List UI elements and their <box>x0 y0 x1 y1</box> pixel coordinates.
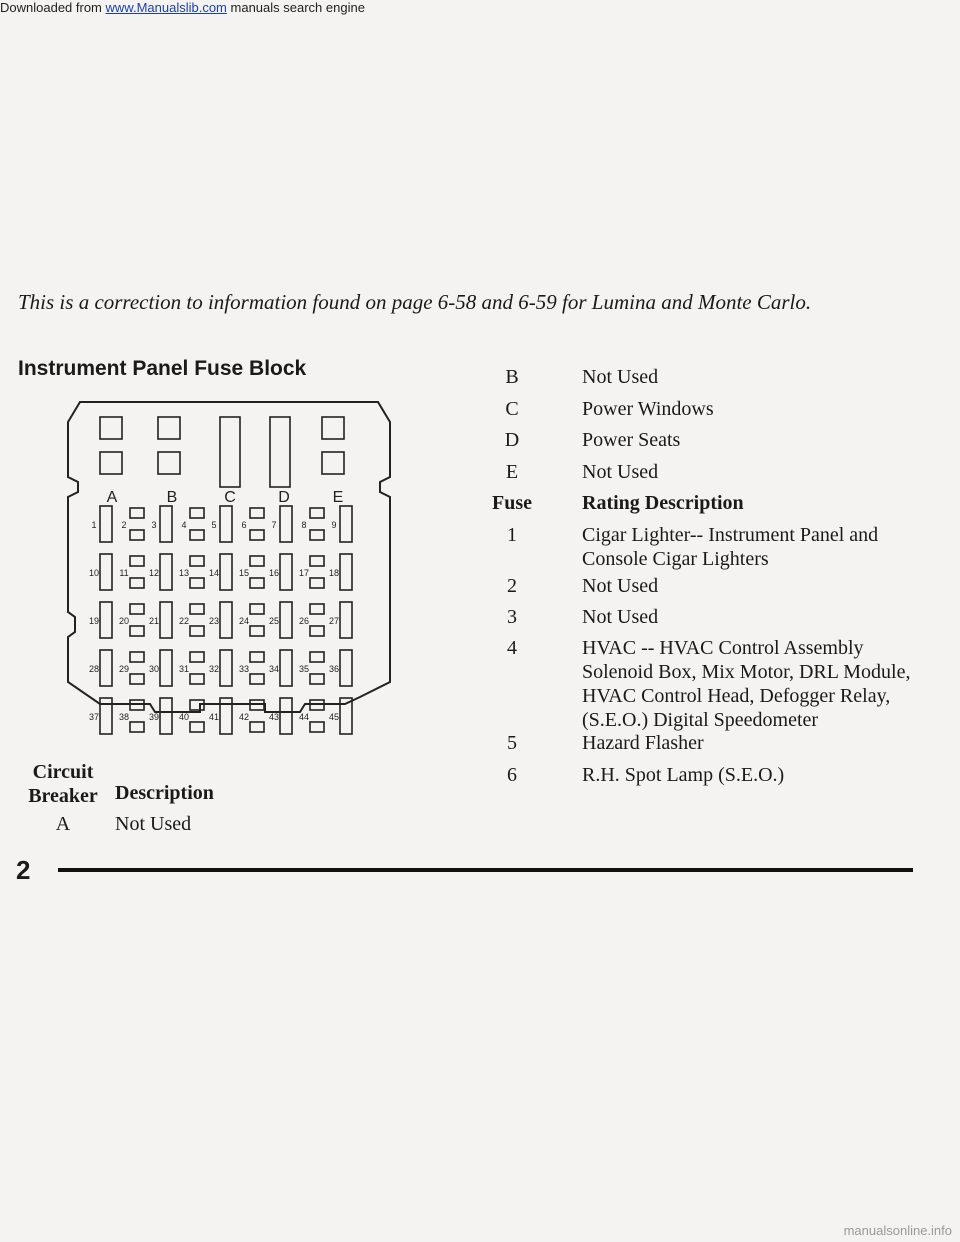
fuse-block-diagram <box>60 392 400 742</box>
fuse-number-22: 22 <box>178 616 190 626</box>
fuse-number-7: 7 <box>271 520 277 530</box>
fuse-slot-13-bottom <box>190 578 204 588</box>
fuse-number-1: 1 <box>91 520 97 530</box>
fuse-slot-33-bottom <box>250 674 264 684</box>
fuse-slot-4-bottom <box>190 530 204 540</box>
fuse-slot-31-bottom <box>190 674 204 684</box>
fuse-number-31: 31 <box>178 664 190 674</box>
page-number: 2 <box>16 855 31 885</box>
fuse-slot-26-bottom <box>310 626 324 636</box>
fuse-number-15: 15 <box>238 568 250 578</box>
breaker-description: Not Used <box>582 461 659 483</box>
circuit-breaker-header-line1: Circuit <box>32 761 94 783</box>
fuse-slot-13-top <box>190 556 204 566</box>
breaker-bottom-a <box>100 452 122 474</box>
fuse-number-35: 35 <box>298 664 310 674</box>
fuse-slot-32 <box>220 650 232 686</box>
breaker-a-key: A <box>55 813 71 835</box>
fuse-slot-38-bottom <box>130 722 144 732</box>
fuse-number-41: 41 <box>208 712 220 722</box>
fuse-key: 4 <box>507 637 517 659</box>
fuse-slot-20-top <box>130 604 144 614</box>
fuse-slot-17-bottom <box>310 578 324 588</box>
fuse-slot-1 <box>100 506 112 542</box>
fuse-slot-42-bottom <box>250 722 264 732</box>
rating-description-column-header: Rating Description <box>582 492 744 514</box>
fuse-number-27: 27 <box>328 616 340 626</box>
fuse-slot-12 <box>160 554 172 590</box>
fuse-description: Hazard Flasher <box>582 732 704 754</box>
fuse-number-28: 28 <box>88 664 100 674</box>
breaker-key: C <box>505 398 519 420</box>
breaker-bottom-b <box>158 452 180 474</box>
breaker-label-e: E <box>332 489 344 506</box>
fuse-slot-43 <box>280 698 292 734</box>
fuse-key: 1 <box>507 524 517 546</box>
fuse-key: 2 <box>507 575 517 597</box>
fuse-slot-19 <box>100 602 112 638</box>
fuse-number-10: 10 <box>88 568 100 578</box>
fuse-description: HVAC -- HVAC Control Assembly Solenoid Box, Mix Motor, DRL Module, HVAC Control Head, Defogger Relay, (S.E.O.) Digital Speedometer <box>582 637 911 731</box>
fuse-slot-6-bottom <box>250 530 264 540</box>
breaker-top-e <box>322 417 344 439</box>
fuse-number-44: 44 <box>298 712 310 722</box>
fuse-slot-15-bottom <box>250 578 264 588</box>
fuse-description: R.H. Spot Lamp (S.E.O.) <box>582 764 785 786</box>
fuse-number-14: 14 <box>208 568 220 578</box>
fuse-number-16: 16 <box>268 568 280 578</box>
circuit-breaker-header <box>18 760 108 808</box>
section-title: Instrument Panel Fuse Block <box>18 357 307 380</box>
fuse-number-33: 33 <box>238 664 250 674</box>
fuse-number-30: 30 <box>148 664 160 674</box>
fuse-slot-18 <box>340 554 352 590</box>
fuse-number-36: 36 <box>328 664 340 674</box>
fuse-slot-6-top <box>250 508 264 518</box>
breaker-a-description: Not Used <box>115 813 192 835</box>
fuse-slot-15-top <box>250 556 264 566</box>
fuse-key: 5 <box>507 732 517 754</box>
fuse-slot-39 <box>160 698 172 734</box>
fuse-slot-25 <box>280 602 292 638</box>
source-prefix: Downloaded from <box>0 0 102 15</box>
fuse-slot-21 <box>160 602 172 638</box>
fuse-number-17: 17 <box>298 568 310 578</box>
breaker-key: B <box>505 366 519 388</box>
fuse-slot-22-bottom <box>190 626 204 636</box>
circuit-breaker-header-line2: Breaker <box>28 785 98 807</box>
fuse-number-12: 12 <box>148 568 160 578</box>
footer-watermark: manualsonline.info <box>843 1223 952 1238</box>
fuse-slot-3 <box>160 506 172 542</box>
breaker-key: D <box>504 429 520 451</box>
fuse-number-24: 24 <box>238 616 250 626</box>
breaker-label-a: A <box>106 489 118 506</box>
footer-rule <box>58 868 913 872</box>
breaker-description: Power Seats <box>582 429 681 451</box>
fuse-number-26: 26 <box>298 616 310 626</box>
breaker-top-b <box>158 417 180 439</box>
fuse-slot-11-bottom <box>130 578 144 588</box>
fuse-number-20: 20 <box>118 616 130 626</box>
fuse-slot-8-bottom <box>310 530 324 540</box>
fuse-key: 6 <box>507 764 517 786</box>
fuse-slot-11-top <box>130 556 144 566</box>
fuse-number-19: 19 <box>88 616 100 626</box>
breaker-top-a <box>100 417 122 439</box>
fuse-number-18: 18 <box>328 568 340 578</box>
fuse-slot-36 <box>340 650 352 686</box>
download-source-line <box>0 0 365 15</box>
fuse-slot-26-top <box>310 604 324 614</box>
fuse-block-outline <box>68 402 390 712</box>
breaker-label-b: B <box>166 489 178 506</box>
fuse-slot-10 <box>100 554 112 590</box>
fuse-description: Cigar Lighter-- Instrument Panel and Console Cigar Lighters <box>582 524 879 570</box>
breaker-bottom-e <box>322 452 344 474</box>
fuse-slot-35-top <box>310 652 324 662</box>
fuse-number-5: 5 <box>211 520 217 530</box>
fuse-slot-24-bottom <box>250 626 264 636</box>
fuse-number-34: 34 <box>268 664 280 674</box>
fuse-slot-28 <box>100 650 112 686</box>
breaker-label-c: C <box>224 489 236 506</box>
fuse-column-header: Fuse <box>492 492 532 514</box>
fuse-description: Not Used <box>582 606 659 628</box>
fuse-slot-24-top <box>250 604 264 614</box>
fuse-number-6: 6 <box>241 520 247 530</box>
fuse-number-4: 4 <box>181 520 187 530</box>
fuse-number-37: 37 <box>88 712 100 722</box>
fuse-number-45: 45 <box>328 712 340 722</box>
fuse-number-25: 25 <box>268 616 280 626</box>
fuse-number-9: 9 <box>331 520 337 530</box>
fuse-number-2: 2 <box>121 520 127 530</box>
fuse-slot-17-top <box>310 556 324 566</box>
fuse-number-29: 29 <box>118 664 130 674</box>
fuse-number-13: 13 <box>178 568 190 578</box>
fuse-number-8: 8 <box>301 520 307 530</box>
fuse-slot-8-top <box>310 508 324 518</box>
fuse-number-32: 32 <box>208 664 220 674</box>
fuse-number-40: 40 <box>178 712 190 722</box>
fuse-slot-2-top <box>130 508 144 518</box>
breaker-c <box>220 417 240 487</box>
breaker-d <box>270 417 290 487</box>
source-suffix: manuals search engine <box>230 0 365 15</box>
fuse-slot-7 <box>280 506 292 542</box>
fuse-number-11: 11 <box>119 568 129 578</box>
fuse-slot-22-top <box>190 604 204 614</box>
fuse-slot-23 <box>220 602 232 638</box>
breaker-label-d: D <box>278 489 290 506</box>
fuse-number-21: 21 <box>148 616 160 626</box>
fuse-slot-31-top <box>190 652 204 662</box>
fuse-slot-5 <box>220 506 232 542</box>
fuse-slot-30 <box>160 650 172 686</box>
fuse-number-23: 23 <box>208 616 220 626</box>
fuse-number-38: 38 <box>118 712 130 722</box>
fuse-description: Not Used <box>582 575 659 597</box>
correction-note: This is a correction to information found on page 6-58 and 6-59 for Lumina and Monte Carlo. <box>18 290 812 314</box>
fuse-slot-44-bottom <box>310 722 324 732</box>
fuse-number-43: 43 <box>268 712 280 722</box>
fuse-slot-4-top <box>190 508 204 518</box>
fuse-number-39: 39 <box>148 712 160 722</box>
fuse-number-3: 3 <box>151 520 157 530</box>
fuse-key: 3 <box>507 606 517 628</box>
fuse-slot-40-bottom <box>190 722 204 732</box>
breaker-key: E <box>505 461 519 483</box>
fuse-slot-14 <box>220 554 232 590</box>
fuse-slot-34 <box>280 650 292 686</box>
fuse-slot-27 <box>340 602 352 638</box>
fuse-slot-16 <box>280 554 292 590</box>
fuse-slot-35-bottom <box>310 674 324 684</box>
breaker-description: Not Used <box>582 366 659 388</box>
fuse-slot-9 <box>340 506 352 542</box>
breaker-description: Power Windows <box>582 398 714 420</box>
fuse-number-42: 42 <box>238 712 250 722</box>
fuse-slot-33-top <box>250 652 264 662</box>
fuse-slot-2-bottom <box>130 530 144 540</box>
fuse-slot-29-bottom <box>130 674 144 684</box>
circuit-breaker-description-header: Description <box>115 782 214 804</box>
manualslib-link[interactable]: www.Manualslib.com <box>105 0 227 15</box>
fuse-slot-20-bottom <box>130 626 144 636</box>
fuse-slot-29-top <box>130 652 144 662</box>
